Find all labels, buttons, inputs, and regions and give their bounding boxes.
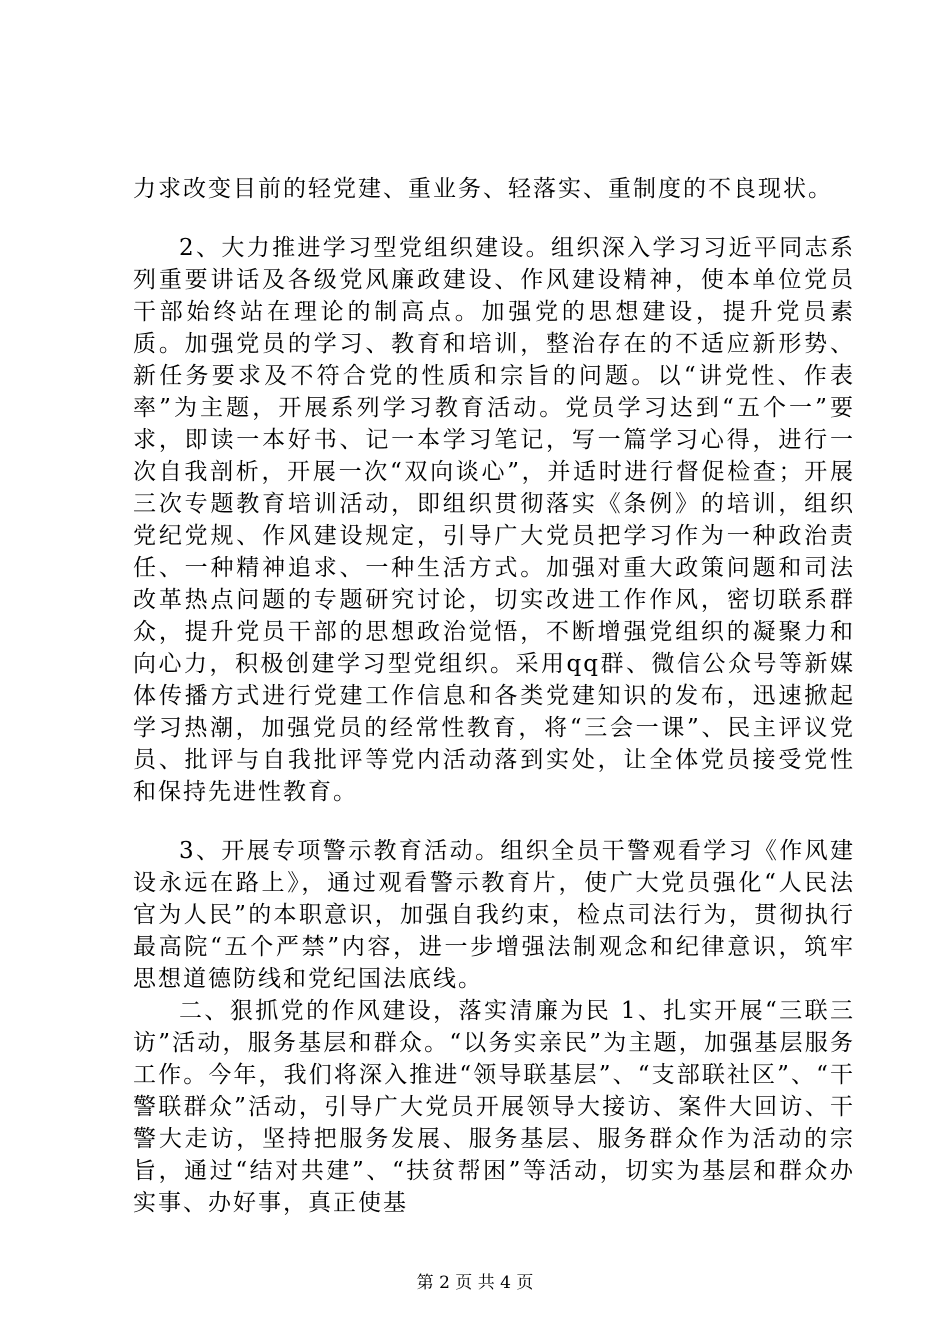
document-body	[133, 173, 855, 1219]
paragraph-spacer	[133, 205, 855, 232]
paragraph-work-style-building: 二、狠抓党的作风建设，落实清廉为民 1、扎实开展“三联三访”活动，服务基层和群众。“以务实亲民”为主题，加强基层服务工作。今年，我们将深入推进“领导联基层”、“支部联社区”、“干警联群众”活动，引导广大党员开展领导大接访、案件大回访、干警大走访，坚持把服务发展、服务基层、服务群众作为活动的宗旨，通过“结对共建”、“扶贫帮困”等活动，切实为基层和群众办实事、办好事，真正使基	[133, 998, 855, 1216]
page-number-footer: 第 2 页 共 4 页	[416, 1273, 534, 1293]
paragraph-continuation: 力求改变目前的轻党建、重业务、轻落实、重制度的不良现状。	[133, 176, 833, 202]
paragraph-warning-education: 3、开展专项警示教育活动。组织全员干警观看学习《作风建设永远在路上》，通过观看警示教育片，使广大党员强化“人民法官为人民”的本职意识，加强自我约束，检点司法行为，贯彻执行最高院“五个严禁”内容，进一步增强法制观念和纪律意识，筑牢思想道德防线和党纪国法底线。	[133, 838, 855, 992]
paragraph-spacer	[133, 808, 855, 835]
paragraph-learning-party-organization: 2、大力推进学习型党组织建设。组织深入学习习近平同志系列重要讲话及各级党风廉政建设、作风建设精神，使本单位党员干部始终站在理论的制高点。加强党的思想建设，提升党员素质。加强党员的学习、教育和培训，整治存在的不适应新形势、新任务要求及不符合党的性质和宗旨的问题。以“讲党性、作表率”为主题，开展系列学习教育活动。党员学习达到“五个一”要求，即读一本好书、记一本学习笔记，写一篇学习心得，进行一次自我剖析，开展一次“双向谈心”，并适时进行督促检查；开展三次专题教育培训活动，即组织贯彻落实《条例》的培训，组织党纪党规、作风建设规定，引导广大党员把学习作为一种政治责任、一种精神追求、一种生活方式。加强对重大政策问题和司法改革热点问题的专题研究讨论，切实改进工作作风，密切联系群众，提升党员干部的思想政治觉悟，不断增强党组织的凝聚力和向心力，积极创建学习型党组织。采用qq群、微信公众号等新媒体传播方式进行党建工作信息和各类党建知识的发布，迅速掀起学习热潮，加强党员的经常性教育，将“三会一课”、民主评议党员、批评与自我批评等党内活动落到实处，让全体党员接受党性和保持先进性教育。	[133, 235, 855, 805]
